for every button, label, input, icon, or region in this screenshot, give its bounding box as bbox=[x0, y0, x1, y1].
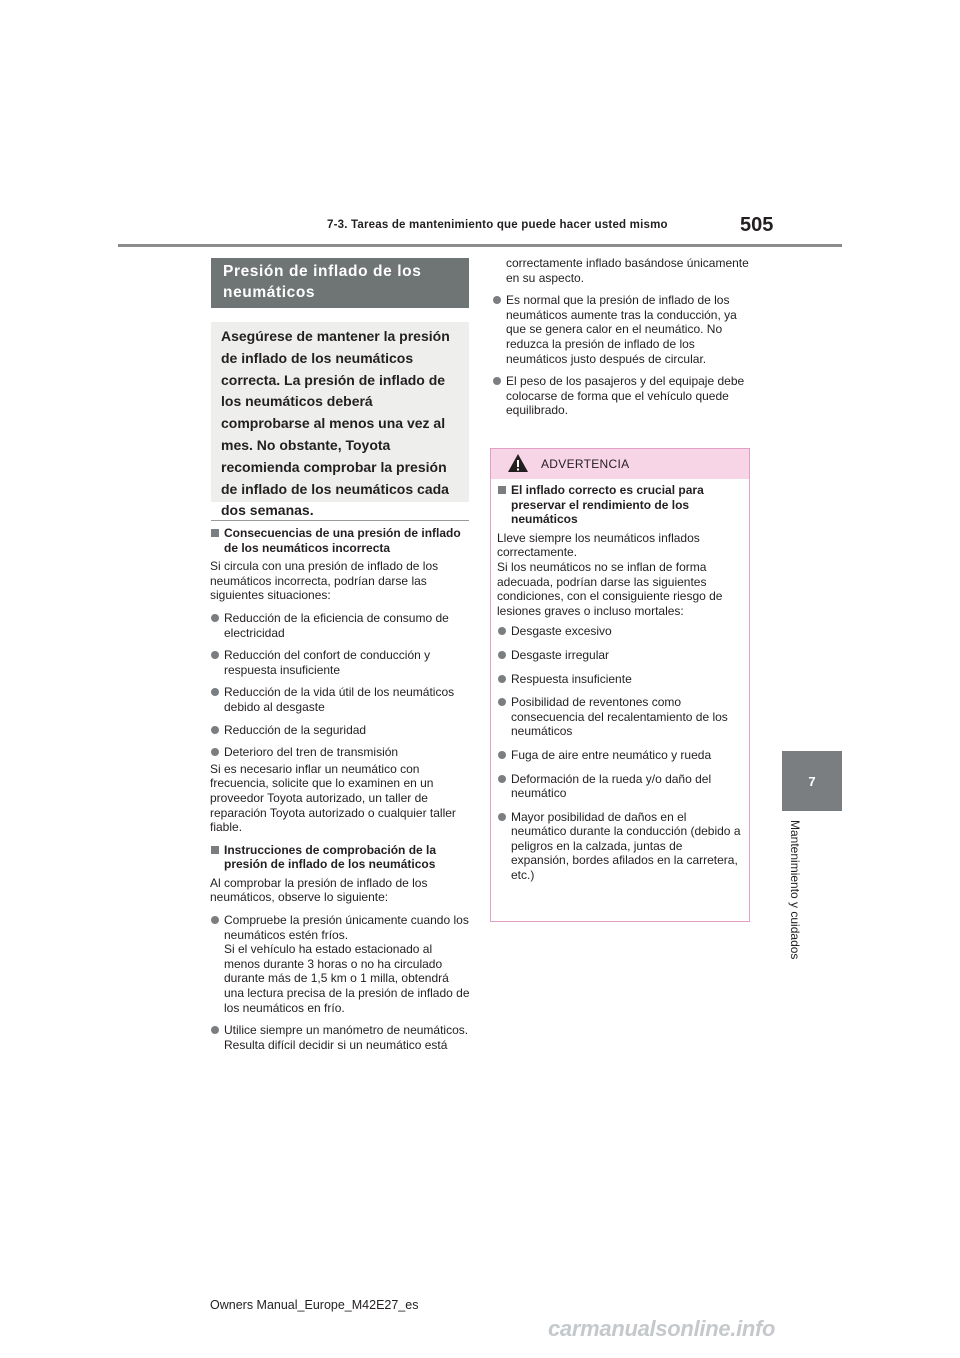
header-rule bbox=[118, 244, 842, 247]
instructions-heading: Instrucciones de comprobación de la presión de inflado de los neumáticos bbox=[210, 843, 470, 872]
list-item-continued: correctamente inflado basándose únicamente en su aspecto. bbox=[506, 256, 749, 285]
list-item: Desgaste irregular bbox=[497, 648, 741, 663]
warning-text: Lleve siempre los neumáticos inflados correctamente. Si los neumáticos no se inflan de forma adecuada, podrían darse las siguientes condiciones, con el consiguiente riesgo de lesiones graves o incluso mortales: bbox=[497, 530, 723, 618]
warning-body bbox=[497, 483, 741, 892]
intro-box: Asegúrese de mantener la presión de inflado de los neumáticos correcta. La presión de inflado de los neumáticos deberá comprobarse al menos una vez al mes. No obstante, Toyota recomienda comprobar la presión de inflado de los neumáticos cada dos semanas. bbox=[211, 322, 469, 502]
warning-header bbox=[491, 449, 749, 479]
instructions-text: Al comprobar la presión de inflado de los neumáticos, observe lo siguiente: bbox=[210, 875, 428, 905]
list-item: Es normal que la presión de inflado de los neumáticos aumente tras la conducción, ya que se genera calor en el neumático. No reduzca la presión de inflado de los neumáticos justo después de circular. bbox=[492, 293, 750, 366]
list-item: Reducción de la seguridad bbox=[210, 723, 470, 738]
page-title: Presión de inflado de los neumáticos bbox=[211, 258, 469, 308]
list-item: Compruebe la presión únicamente cuando los neumáticos estén fríos. Si el vehículo ha estado estacionado al menos durante 3 horas o no ha circulado durante más de 1,5 km o 1 milla, obtendrá una lectura precisa de la presión de inflado de los neumáticos en frío. bbox=[210, 913, 470, 1015]
list-item: Respuesta insuficiente bbox=[497, 672, 741, 687]
warning-heading: El inflado correcto es crucial para preservar el rendimiento de los neumáticos bbox=[497, 483, 741, 527]
list-item: Deterioro del tren de transmisión bbox=[210, 745, 470, 760]
list-item: El peso de los pasajeros y del equipaje debe colocarse de forma que el vehículo quede equilibrado. bbox=[492, 374, 750, 418]
list-item: Desgaste excesivo bbox=[497, 624, 741, 639]
list-item: Deformación de la rueda y/o daño del neumático bbox=[497, 772, 741, 801]
footer-doc-id: Owners Manual_Europe_M42E27_es bbox=[210, 1298, 419, 1312]
warning-triangle-icon bbox=[507, 453, 529, 473]
consequences-text: Si circula con una presión de inflado de los neumáticos incorrecta, podrían darse las siguientes situaciones: bbox=[210, 559, 439, 603]
list-item: Reducción del confort de conducción y respuesta insuficiente bbox=[210, 648, 470, 677]
chapter-tab[interactable] bbox=[782, 751, 842, 811]
section-header: 7-3. Tareas de mantenimiento que puede hacer usted mismo bbox=[327, 219, 668, 231]
list-item: Reducción de la eficiencia de consumo de electricidad bbox=[210, 611, 470, 640]
list-item: Utilice siempre un manómetro de neumáticos. Resulta difícil decidir si un neumático está bbox=[210, 1023, 470, 1052]
left-column bbox=[210, 526, 470, 1060]
warning-box bbox=[490, 448, 750, 922]
list-item: Mayor posibilidad de daños en el neumático durante la conducción (debido a peligros en la calzada, juntas de expansión, bordes afilados en la carretera, etc.) bbox=[497, 810, 741, 883]
divider bbox=[211, 520, 469, 521]
page-number: 505 bbox=[740, 214, 774, 236]
list-item: Posibilidad de reventones como consecuencia del recalentamiento de los neumáticos bbox=[497, 695, 741, 739]
consequences-after: Si es necesario inflar un neumático con frecuencia, solicite que lo examinen en un proveedor Toyota autorizado, un taller de reparación Toyota autorizado o cualquier taller fiable. bbox=[210, 761, 456, 835]
chapter-number: 7 bbox=[808, 773, 816, 789]
consequences-heading: Consecuencias de una presión de inflado de los neumáticos incorrecta bbox=[210, 526, 470, 555]
right-column bbox=[492, 256, 750, 426]
list-item: Fuga de aire entre neumático y rueda bbox=[497, 748, 741, 763]
chapter-label: Mantenimiento y cuidados bbox=[788, 820, 802, 960]
warning-title: ADVERTENCIA bbox=[541, 457, 630, 471]
watermark: carmanualsonline.info bbox=[548, 1316, 776, 1341]
list-item: Reducción de la vida útil de los neumáticos debido al desgaste bbox=[210, 685, 470, 714]
